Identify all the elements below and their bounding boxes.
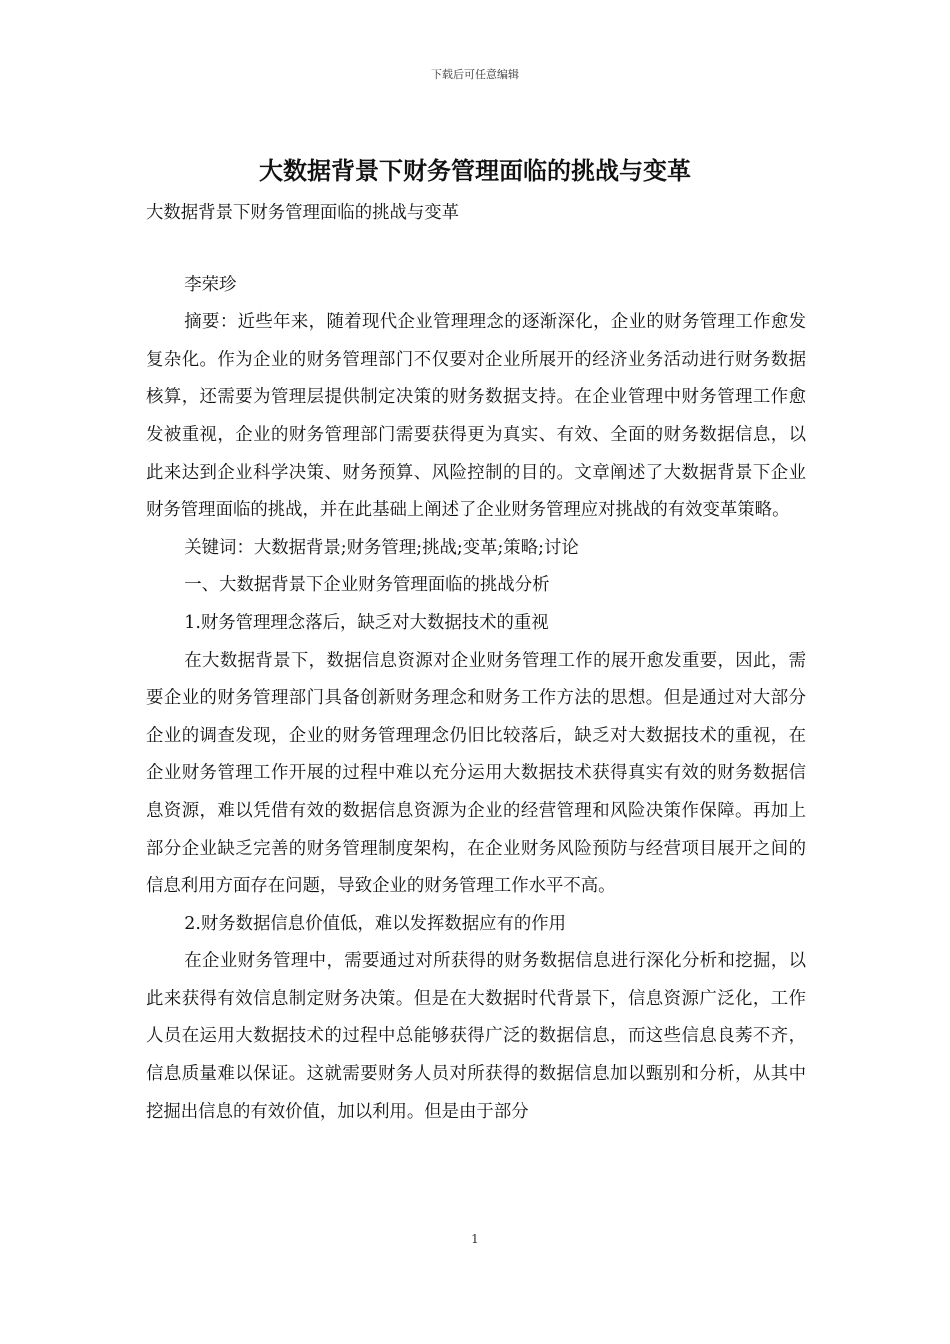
subsection-heading: 2.财务数据信息价值低，难以发挥数据应有的作用 [184, 913, 567, 934]
document-subtitle: 大数据背景下财务管理面临的挑战与变革 [146, 203, 460, 223]
body-paragraph: 在企业财务管理中，需要通过对所获得的财务数据信息进行深化分析和挖掘，以此来获得有效信息制定财务决策。但是在大数据时代背景下，信息资源广泛化，工作人员在运用大数据技术的过程中总能够获得广泛的数据信息，而这些信息良莠不齐，信息质量难以保证。这就需要财务人员对所获得的数据信息加以甄别和分析，从其中挖掘出信息的有效价值，加以利用。但是由于部分 [146, 951, 806, 1122]
body-paragraph: 在大数据背景下，数据信息资源对企业财务管理工作的展开愈发重要，因此，需要企业的财务管理部门具备创新财务理念和财务工作方法的思想。但是通过对大部分企业的调查发现，企业的财务管理理念仍旧比较落后，缺乏对大数据技术的重视，在企业财务管理工作开展的过程中难以充分运用大数据技术获得真实有效的财务数据信息资源，难以凭借有效的数据信息资源为企业的经营管理和风险决策作保障。再加上部分企业缺乏完善的财务管理制度架构，在企业财务风险预防与经营项目展开之间的信息利用方面存在问题，导致企业的财务管理工作水平不高。 [146, 650, 806, 897]
author-name: 李荣珍 [184, 274, 237, 295]
page-number: 1 [471, 1232, 479, 1246]
subsection-heading: 1.财务管理理念落后，缺乏对大数据技术的重视 [184, 612, 549, 633]
section-heading: 一、大数据背景下企业财务管理面临的挑战分析 [184, 575, 550, 596]
document-body [146, 195, 806, 1131]
page-header-note: 下载后可任意编辑 [431, 68, 519, 81]
abstract-paragraph: 摘要：近些年来，随着现代企业管理理念的逐渐深化，企业的财务管理工作愈发复杂化。作为企业的财务管理部门不仅要对企业所展开的经济业务活动进行财务数据核算，还需要为管理层提供制定决策的财务数据支持。在企业管理中财务管理工作愈发被重视，企业的财务管理部门需要获得更为真实、有效、全面的财务数据信息，以此来达到企业科学决策、财务预算、风险控制的目的。文章阐述了大数据背景下企业财务管理面临的挑战，并在此基础上阐述了企业财务管理应对挑战的有效变革策略。 [146, 312, 806, 521]
document-title: 大数据背景下财务管理面临的挑战与变革 [259, 156, 691, 185]
keywords-line: 关键词：大数据背景;财务管理;挑战;变革;策略;讨论 [184, 537, 579, 558]
